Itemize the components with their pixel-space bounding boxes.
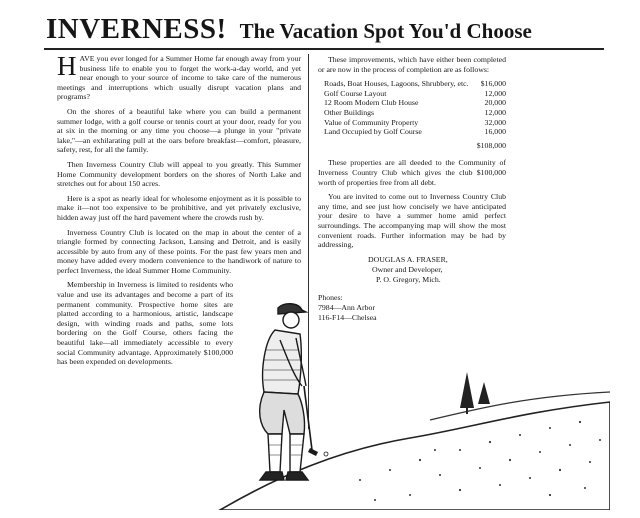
left-paragraph-4: Here is a spot as nearly ideal for wholesome enjoyment as it is possible to make it—not too expensive to be prohibitive, and yet privately exclusive, hidden away just off the hard pavement where the crowds rush by. (57, 193, 301, 222)
left-paragraph-5: Inverness Country Club is located on the map in about the center of a triangle formed by connecting Jackson, Lansing and Detroit, and is easily accessible by auto from any of these points. For the past few years men and money have added every modern convenience to the handiwork of nature to perfect Inverness, the ideal Summer Home Community. (57, 227, 301, 275)
signature-block (368, 255, 506, 285)
phones-label: Phones: (318, 292, 343, 302)
item-label: 12 Room Modern Club House (324, 98, 419, 108)
headline-main: INVERNESS! (46, 13, 227, 45)
table-row (324, 127, 506, 137)
left-paragraph-1 (57, 51, 301, 102)
table-row (324, 108, 506, 118)
headline (46, 13, 606, 47)
item-amount: $16,000 (480, 79, 506, 89)
left-paragraph-2: On the shores of a beautiful lake where you can build a permanent summer lodge, with a golf course or tennis court at your door, ready for you at six in the morning or any time you choose—a plunge in your "private lake,"—an exhilarating pull at the oars before breakfast—comfort, pleasure, safety, rest, for all the family. (57, 106, 301, 155)
improvements-total: $108,000 (476, 140, 506, 150)
table-row (324, 79, 506, 89)
improvements-table (324, 79, 506, 137)
right-column (318, 55, 506, 323)
item-label: Roads, Boat Houses, Lagoons, Shrubbery, etc. (324, 79, 469, 89)
item-amount: 20,000 (484, 98, 506, 108)
table-row (324, 89, 506, 99)
item-label: Other Buildings (324, 107, 375, 117)
table-row (324, 118, 506, 128)
phone-chelsea: 116-F14—Chelsea (318, 312, 377, 322)
item-amount: 32,000 (484, 117, 506, 127)
item-amount: 16,000 (484, 127, 506, 137)
headline-rule (44, 48, 604, 50)
club-head (308, 448, 318, 456)
golfer-illustration (160, 300, 610, 510)
golf-ball (324, 452, 328, 456)
deeded-paragraph: These properties are all deeded to the Community of Inverness Country Club which gives the club $100,000 worth of properties free from all debt. (318, 158, 506, 187)
invite-paragraph: You are invited to come out to Inverness Country Club any time, and see just how concisely we have anticipated your desire to have a summer home amid perfect surroundings. The accompanying map will show the most convenient roads. Further information may be had by addressing, (318, 192, 506, 250)
signature-name: DOUGLAS A. FRASER, (368, 254, 448, 264)
golfer-figure (260, 304, 308, 480)
headline-sub: The Vacation Spot You'd Choose (239, 19, 532, 43)
left-paragraph-1-text: AVE you ever longed for a Summer Home far enough away from your business life to enable you to forget the work-a-day world, and yet near enough to your source of income to take care of the numerous meetings and interruptions which usually disrupt vacation plans and programs? (57, 54, 301, 102)
left-paragraph-3: Then Inverness Country Club will appeal to you greatly. This Summer Home Community development borders on the shores of North Lake and stretches out for about 150 acres. (57, 159, 301, 189)
phone-ann-arbor: 7984—Ann Arbor (318, 302, 375, 312)
table-row (324, 98, 506, 108)
signature-address: P. O. Gregory, Mich. (376, 274, 441, 284)
item-label: Value of Community Property (324, 117, 419, 127)
signature-title: Owner and Developer, (372, 264, 443, 274)
item-amount: 12,000 (484, 88, 506, 98)
item-amount: 12,000 (484, 107, 506, 117)
item-label: Land Occupied by Golf Course (324, 127, 422, 137)
improvements-intro: These improvements, which have either been completed or are now in the process of completion are as follows: (318, 55, 506, 74)
golf-club (304, 386, 312, 450)
item-label: Golf Course Layout (324, 88, 387, 98)
left-paragraph-6: Membership in Inverness is limited to residents who value and use its advantages and become a part of its permanent community. Prospective home sites are platted according to a harmonious, artistic, landscape design, with winding roads and paths, some lots bordering on the Golf Course, others facing the beautiful lake—all immediately accessible to every social Community advantage. Approximately $100,000 has been expended on developments. (57, 280, 233, 367)
drop-cap: H (57, 51, 77, 81)
